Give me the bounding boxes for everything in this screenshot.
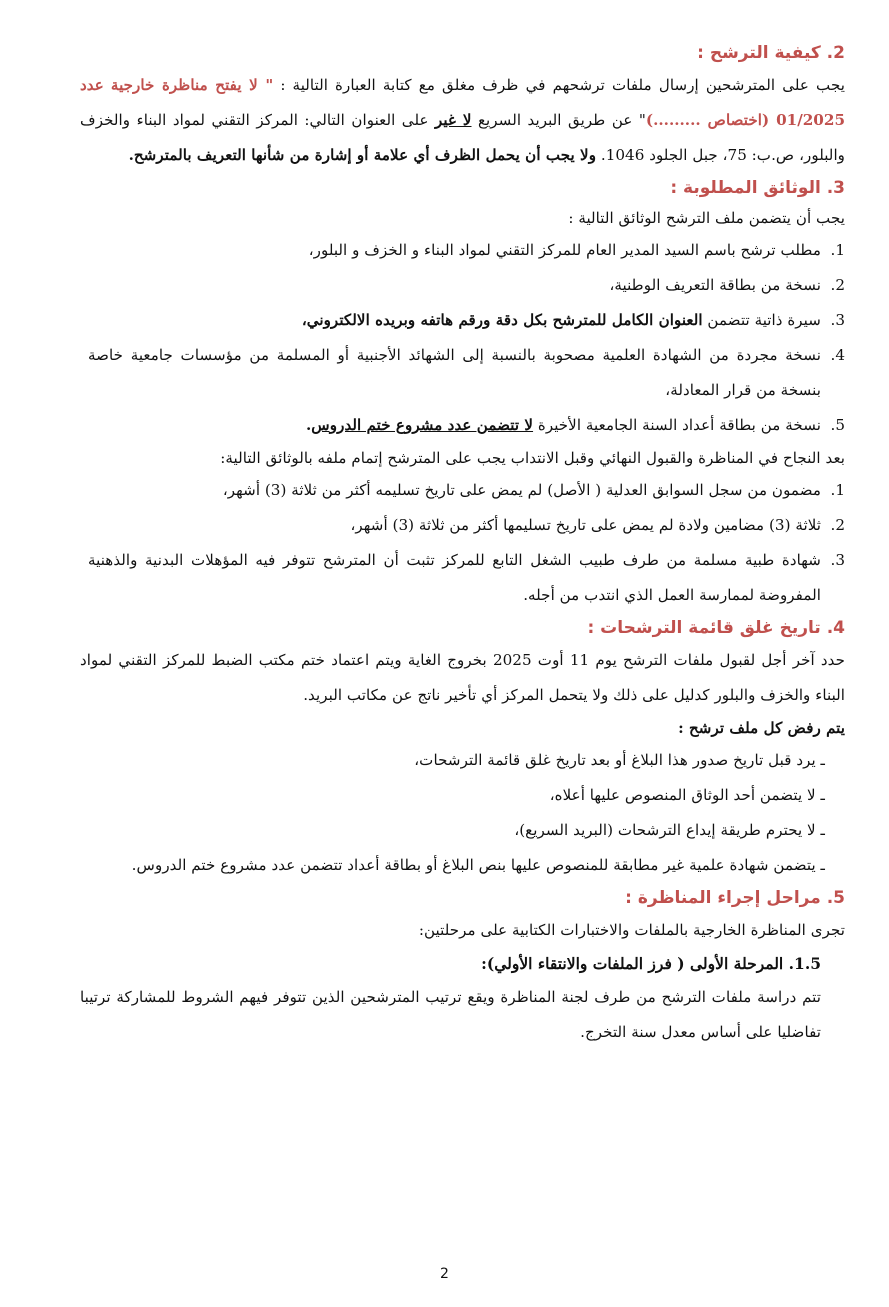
- item-text: نسخة من بطاقة التعريف الوطنية،: [609, 276, 821, 294]
- rejection-title: يتم رفض كل ملف ترشح :: [678, 719, 845, 737]
- s2-quote-2: عدد 01/2025 (اختصاص .........): [80, 76, 846, 129]
- item-text: نسخة مجردة من الشهادة العلمية مصحوبة بالنسبة إلى الشهائد الأجنبية أو المسلمة من مؤسسات جامعية خاصة بنسخة من قرار المعادلة،: [88, 346, 821, 399]
- list-item: [88, 408, 845, 443]
- item-text: نسخة من بطاقة أعداد السنة الجامعية الأخيرة: [533, 416, 821, 434]
- list-item: [88, 268, 845, 303]
- required-documents-list: [80, 233, 845, 443]
- section-2-heading: 2. كيفية الترشح :: [697, 43, 845, 63]
- list-item: [88, 508, 845, 543]
- s2-text-4: ولا يجب أن يحمل الظرف أي علامة أو إشارة من شأنها التعريف بالمترشح.: [128, 146, 597, 164]
- item-number: 2.: [830, 276, 845, 294]
- list-item: [88, 473, 845, 508]
- item-text: مضمون من سجل السوابق العدلية ( الأصل) لم يمض على تاريخ تسليمه أكثر من ثلاثة (3) أشهر،: [222, 481, 821, 499]
- s2-text-3: على العنوان التالي: المركز التقني لمواد البناء والخزف والبلور، ص.ب: 75، جبل الجلود 1046.: [80, 111, 845, 164]
- section-3-intro: يجب أن يتضمن ملف الترشح الوثائق التالية :: [568, 209, 845, 227]
- item-text: سيرة ذاتية تتضمن: [702, 311, 821, 329]
- item-text-underlined: لا تتضمن عدد مشروع ختم الدروس: [311, 416, 534, 434]
- list-item: [88, 338, 845, 408]
- list-item: ـ لا يتضمن أحد الوثاق المنصوص عليها أعلاه،: [549, 786, 825, 804]
- item-number: 3.: [830, 311, 845, 329]
- section-5-1-heading: 1.5. المرحلة الأولى ( فرز الملفات والانتقاء الأولي):: [481, 954, 821, 973]
- item-text-end: .: [305, 416, 312, 434]
- s2-not-other: لا غير: [435, 111, 472, 129]
- list-item: ـ يتضمن شهادة علمية غير مطابقة للمنصوص عليها بنص البلاغ أو بطاقة أعداد تتضمن عدد مشروع ختم الدروس.: [131, 856, 825, 874]
- s2-text-1: يجب على المترشحين إرسال ملفات ترشحهم في ظرف مغلق مع كتابة العبارة التالية :: [273, 76, 845, 94]
- list-item: ـ يرد قبل تاريخ صدور هذا البلاغ أو بعد تاريخ غلق قائمة الترشحات،: [414, 751, 825, 769]
- section-2-paragraph: [80, 68, 845, 173]
- item-text: شهادة طبية مسلمة من طرف طبيب الشغل التابع للمركز تثبت أن المترشح تتوفر فيه المؤهلات البدنية والذهنية المفروضة لممارسة العمل الذي انتدب من أجله.: [88, 551, 821, 604]
- item-text: مطلب ترشح باسم السيد المدير العام للمركز التقني لمواد البناء و الخزف و البلور،: [308, 241, 821, 259]
- item-number: 5.: [830, 416, 845, 434]
- list-item: [88, 303, 845, 338]
- post-success-documents-list: [80, 473, 845, 613]
- page-number: 2: [440, 1266, 449, 1282]
- s2-text-2: " عن طريق البريد السريع: [471, 111, 646, 129]
- list-item: ـ لا يحترم طريقة إيداع الترشحات (البريد السريع)،: [514, 821, 825, 839]
- item-number: 1.: [830, 481, 845, 499]
- item-number: 4.: [830, 346, 845, 364]
- section-3-heading: 3. الوثائق المطلوبة :: [670, 178, 845, 198]
- item-text: ثلاثة (3) مضامين ولادة لم يمض على تاريخ تسليمها أكثر من ثلاثة (3) أشهر،: [350, 516, 821, 534]
- list-item: [88, 543, 845, 613]
- section-4-paragraph: حدد آخر أجل لقبول ملفات الترشح يوم 11 أوت 2025 بخروج الغاية ويتم اعتماد ختم مكتب الضبط للمركز التقني لمواد البناء والخزف والبلور كدليل على ذلك ولا يتحمل المركز أي تأخير ناتج عن مكاتب البريد.: [80, 651, 845, 704]
- document-page: [80, 38, 845, 1050]
- section-5-intro: تجرى المناظرة الخارجية بالملفات والاختبارات الكتابية على مرحلتين:: [418, 921, 845, 939]
- section-5-1-paragraph: تتم دراسة ملفات الترشح من طرف لجنة المناظرة ويقع ترتيب المترشحين الذين تتوفر فيهم الشروط للمشاركة ترتيبا تفاضليا على أساس معدل سنة التخرج.: [80, 988, 821, 1041]
- rejection-list: [80, 743, 845, 883]
- section-5-heading: 5. مراحل إجراء المناظرة :: [625, 888, 845, 908]
- s2-quote-1: " لا يفتح مناظرة خارجية: [110, 76, 274, 94]
- item-number: 1.: [830, 241, 845, 259]
- item-number: 3.: [830, 551, 845, 569]
- item-number: 2.: [830, 516, 845, 534]
- section-4-heading: 4. تاريخ غلق قائمة الترشحات :: [587, 618, 845, 638]
- after-success-intro: بعد النجاح في المناظرة والقبول النهائي وقبل الانتداب يجب على المترشح إتمام ملفه بالوثائق التالية:: [220, 449, 845, 467]
- list-item: [88, 233, 845, 268]
- item-text-bold: العنوان الكامل للمترشح بكل دقة ورقم هاتفه وبريده الالكتروني،: [301, 311, 703, 329]
